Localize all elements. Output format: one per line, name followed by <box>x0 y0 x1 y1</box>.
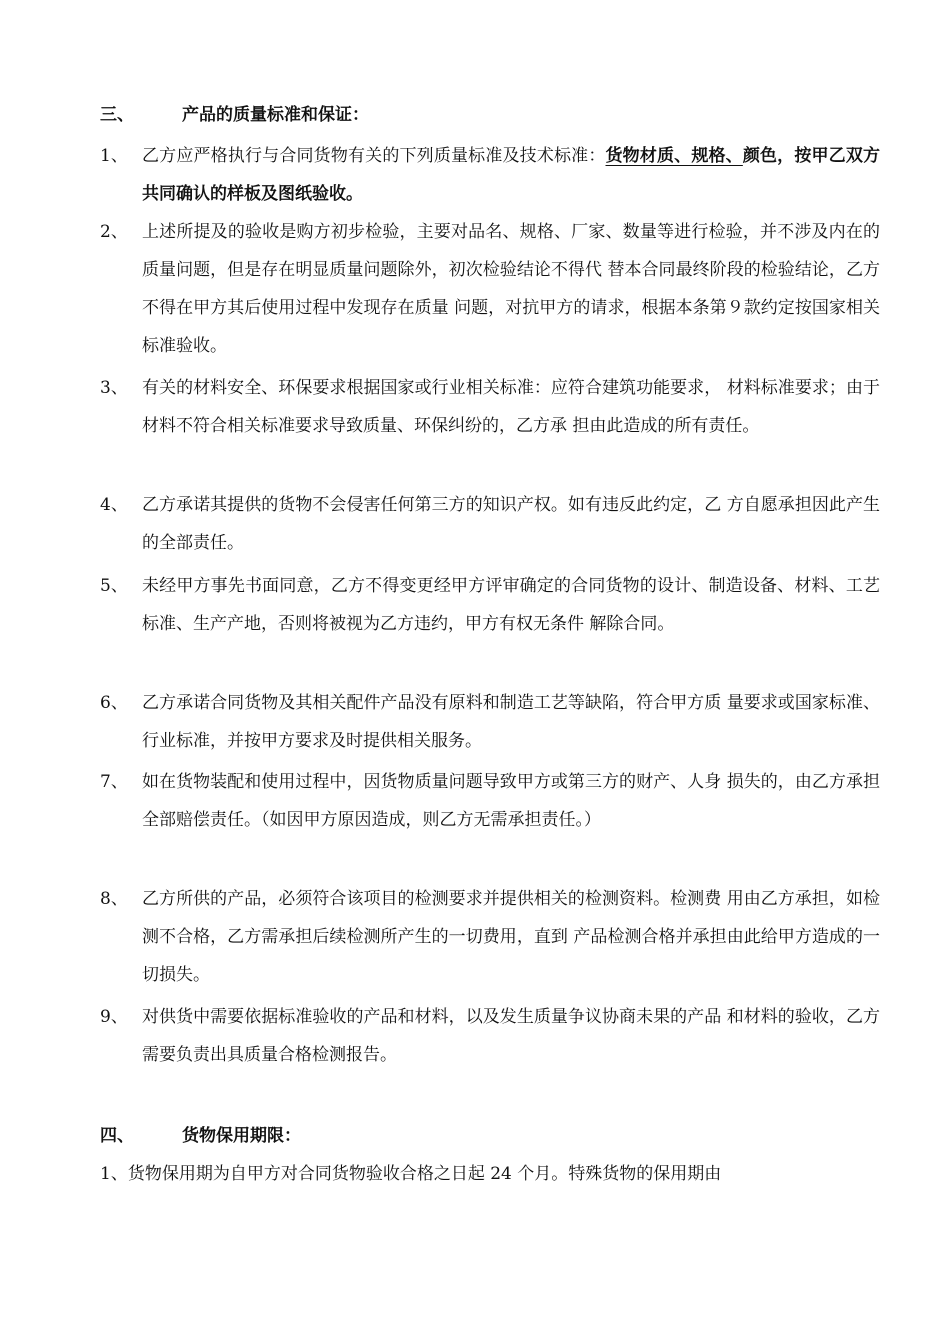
clause-number: 4、 <box>100 495 128 515</box>
section-4-number: 四、 <box>100 1126 134 1146</box>
clause-3-6 <box>100 684 880 760</box>
clause-text: 乙方承诺合同货物及其相关配件产品没有原料和制造工艺等缺陷，符合甲方质 量要求或国家标准、行业标准，并按甲方要求及时提供相关服务。 <box>142 693 880 751</box>
clause-number: 1、 <box>100 146 128 166</box>
clause-number: 7、 <box>100 772 128 792</box>
clause-number: 6、 <box>100 693 128 713</box>
clause-text: 有关的材料安全、环保要求根据国家或行业相关标准：应符合建筑功能要求， 材料标准要求；由于材料不符合相关标准要求导致质量、环保纠纷的，乙方承 担由此造成的所有责任。 <box>142 378 880 436</box>
clause-text: 未经甲方事先书面同意，乙方不得变更经甲方评审确定的合同货物的设计、制造设备、材料、工艺标准、生产产地，否则将被视为乙方违约，甲方有权无条件 解除合同。 <box>142 576 880 634</box>
clause-number: 2、 <box>100 222 128 242</box>
clause-3-5 <box>100 567 880 643</box>
clause-3-1 <box>100 137 880 213</box>
clause-3-3 <box>100 369 880 445</box>
clause-text: 上述所提及的验收是购方初步检验，主要对品名、规格、厂家、数量等进行检验，并不涉及内在的质量问题，但是存在明显质量问题除外，初次检验结论不得代 替本合同最终阶段的检验结论，乙方不得在甲方其后使用过程中发现存在质量 问题，对抗甲方的请求，根据本条第９款约定按国家相关标准验收。 <box>142 222 880 356</box>
clause-3-8 <box>100 880 880 994</box>
clause-text: 乙方所供的产品，必须符合该项目的检测要求并提供相关的检测资料。检测费 用由乙方承担，如检测不合格，乙方需承担后续检测所产生的一切费用，直到 产品检测合格并承担由此给甲方造成的一切损失。 <box>142 889 880 985</box>
clause-text: 乙方承诺其提供的货物不会侵害任何第三方的知识产权。如有违反此约定，乙 方自愿承担因此产生的全部责任。 <box>142 495 880 553</box>
clause-3-2 <box>100 213 880 365</box>
clause-text: 对供货中需要依据标准验收的产品和材料，以及发生质量争议协商未果的产品 和材料的验收，乙方需要负责出具质量合格检测报告。 <box>142 1007 880 1065</box>
clause-text-bold-underlined: 货物材质、规格、 <box>605 146 743 166</box>
clause-3-7 <box>100 763 880 839</box>
clause-text-plain: 乙方应严格执行与合同货物有关的下列质量标准及技术标准： <box>142 146 606 166</box>
section-4-title: 货物保用期限： <box>182 1126 301 1146</box>
clause-3-4 <box>100 486 880 562</box>
section-4-clause-1: 1、货物保用期为自甲方对合同货物验收合格之日起 24 个月。特殊货物的保用期由 <box>100 1164 722 1184</box>
section-3-number: 三、 <box>100 105 134 125</box>
clause-number: 5、 <box>100 576 128 596</box>
clause-number: 3、 <box>100 378 128 398</box>
clause-text-bold: 颜色，按甲乙双方共同确认的样板及图纸验收。 <box>142 146 881 204</box>
clause-3-9 <box>100 998 880 1074</box>
clause-number: 9、 <box>100 1007 128 1027</box>
clause-number: 8、 <box>100 889 128 909</box>
section-3-title: 产品的质量标准和保证： <box>182 105 369 125</box>
clause-text: 如在货物装配和使用过程中，因货物质量问题导致甲方或第三方的财产、人身 损失的，由乙方承担全部赔偿责任。（如因甲方原因造成，则乙方无需承担责任。） <box>142 772 880 830</box>
clause-text <box>142 137 880 213</box>
